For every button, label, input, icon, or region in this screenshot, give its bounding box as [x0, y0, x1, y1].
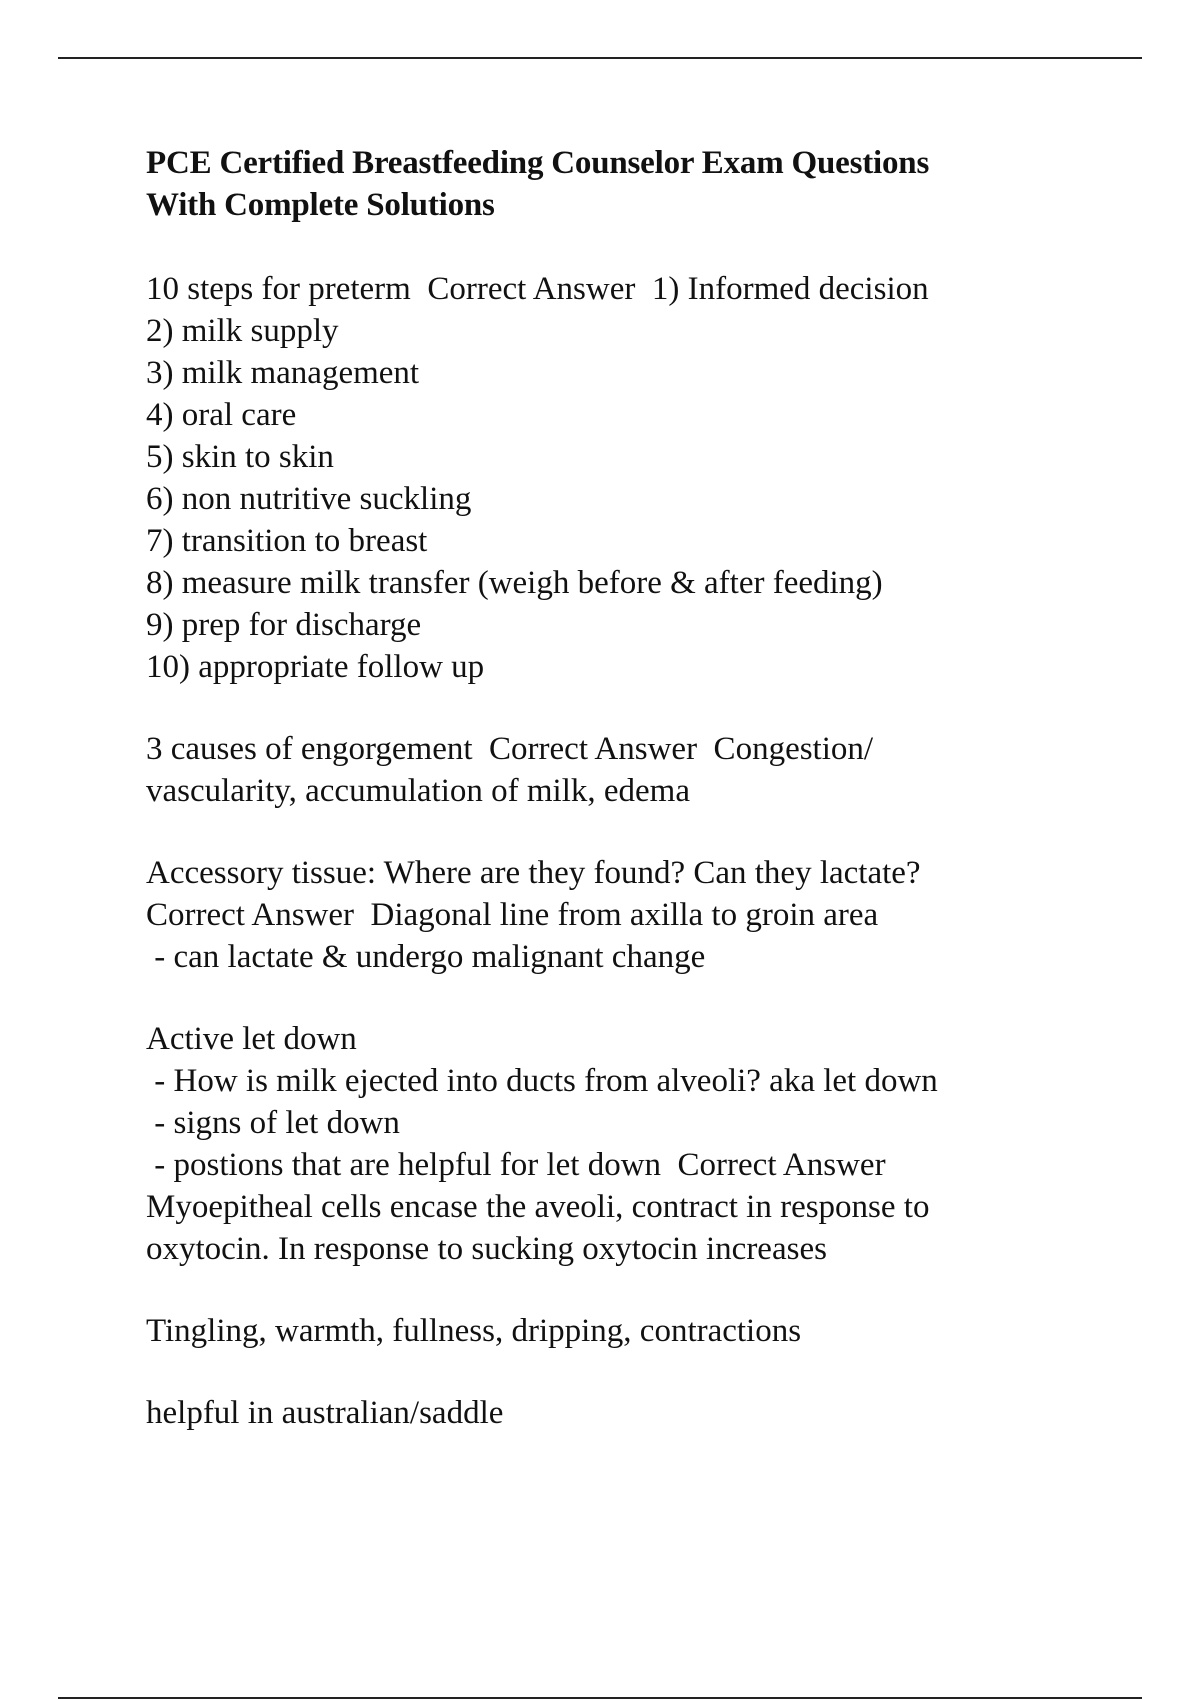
text-line: - postions that are helpful for let down Correct Answer — [146, 1147, 886, 1183]
text-line: 4) oral care — [146, 397, 297, 433]
qa-entry-let-down-positions — [146, 1392, 1076, 1434]
text-line: helpful in australian/saddle — [146, 1395, 504, 1431]
text-line: 9) prep for discharge — [146, 607, 422, 643]
title-line: With Complete Solutions — [146, 187, 495, 223]
text-line: 10 steps for preterm Correct Answer 1) Informed decision — [146, 271, 929, 307]
text-line: 3) milk management — [146, 355, 420, 391]
qa-entry-active-let-down — [146, 1018, 1076, 1270]
text-line: Myoepitheal cells encase the aveoli, contract in response to — [146, 1189, 930, 1225]
text-line: 10) appropriate follow up — [146, 649, 485, 685]
document-body — [146, 142, 1076, 1434]
qa-entry-let-down-signs — [146, 1310, 1076, 1352]
text-line: 6) non nutritive suckling — [146, 481, 472, 517]
text-line: 2) milk supply — [146, 313, 339, 349]
qa-entry-preterm-steps — [146, 268, 1076, 688]
document-title — [146, 142, 1076, 226]
qa-entry-engorgement — [146, 728, 1076, 812]
text-line: Correct Answer Diagonal line from axilla to groin area — [146, 897, 879, 933]
header-rule — [58, 57, 1142, 59]
text-line: Accessory tissue: Where are they found? Can they lactate? — [146, 855, 921, 891]
text-line: - How is milk ejected into ducts from alveoli? aka let down — [146, 1063, 938, 1099]
footer-rule — [58, 1697, 1142, 1699]
title-line: PCE Certified Breastfeeding Counselor Exam Questions — [146, 145, 930, 181]
text-line: 3 causes of engorgement Correct Answer Congestion/ — [146, 731, 874, 767]
text-line: - can lactate & undergo malignant change — [146, 939, 706, 975]
text-line: 5) skin to skin — [146, 439, 334, 475]
text-line: 7) transition to breast — [146, 523, 428, 559]
text-line: oxytocin. In response to sucking oxytocin increases — [146, 1231, 827, 1267]
qa-entry-accessory-tissue — [146, 852, 1076, 978]
text-line: vascularity, accumulation of milk, edema — [146, 773, 691, 809]
text-line: Tingling, warmth, fullness, dripping, contractions — [146, 1313, 802, 1349]
text-line: - signs of let down — [146, 1105, 400, 1141]
text-line: 8) measure milk transfer (weigh before & after feeding) — [146, 565, 883, 601]
text-line: Active let down — [146, 1021, 357, 1057]
